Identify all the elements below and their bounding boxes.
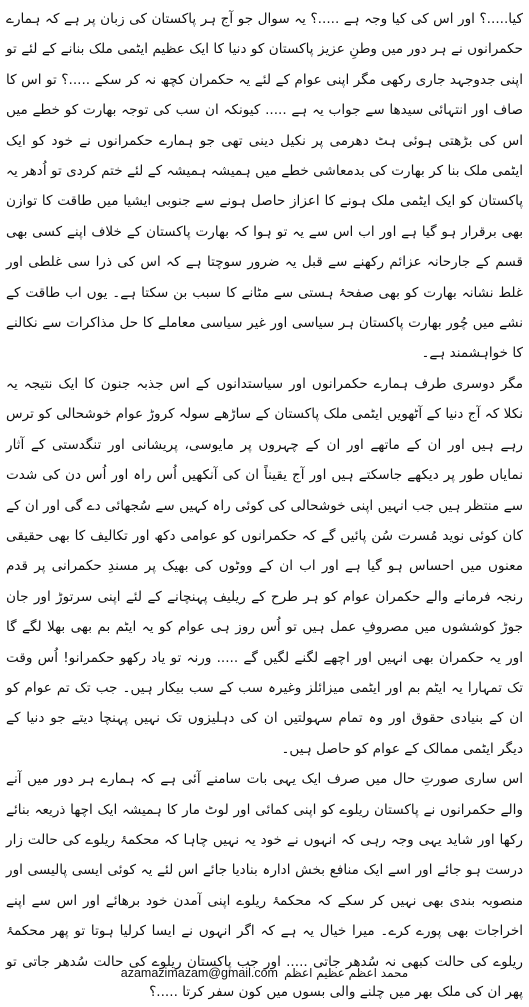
- article-paragraph-1: کیا.....؟ اور اس کی کیا وجہ ہے .....؟ یہ سوال جو آج ہر پاکستان کی زبان پر ہے کہ ہمارے حکمرانوں نے ہر دور میں وطنِ عزیز پاکستان کو دنیا کا ایک عظیم ایٹمی ملک بنانے کے لئے تو اپنی جدوجہد جاری رکھی مگر اپنی عوام کے لئے یہ حکمران کچھ نہ کر سکے .....؟ تو اس کا صاف اور انتہائی سیدھا سے جواب یہ ہے ..... کیونکہ ان سب کی توجہ بھارت کو خطے میں اس کی بڑھتی ہوئی ہٹ دھرمی پر نکیل دینی تھی جو ہمارے حکمرانوں نے خود کو ایک ایٹمی ملک بنا کر بھارت کی بدمعاشی خطے میں ہمیشہ ہمیشہ کے لئے ختم کردی تو اُدھر یہ پاکستان کو ایک ایٹمی ملک ہونے کا اعزاز حاصل ہونے سے جنوبی ایشیا میں طاقت کا توازن بھی برقرار ہو گیا ہے اور اب اس سے یہ تو ہوا کہ بھارت پاکستان کے خلاف اپنے کسی بھی قسم کے جارحانہ عزائم رکھنے سے قبل یہ ضرور سوچتا ہے کہ اس کی ذرا سی غلطی اور غلط نشانہ بھارت کو بھی صفحۂ ہستی سے مٹانے کا سبب بن سکتا ہے۔ یوں اب طاقت کے نشے میں چُور بھارت پاکستان ہر سیاسی اور غیر سیاسی معاملے کا حل مذاکرات سے نکالنے کا خواہشمند ہے۔: [6, 11, 523, 362]
- article-body: [6, 4, 523, 1007]
- article-paragraph-3: اس ساری صورتِ حال میں صرف ایک یہی بات سامنے آئی ہے کہ ہمارے ہر دور میں آنے والے حکمرانوں نے پاکستان ریلوے کو اپنی کمائی اور لوٹ مار کا ہمیشہ ایک اچھا ذریعہ بنائے رکھا اور شاید یہی وجہ رہی کہ انہوں نے خود یہ نہیں چاہا کہ محکمۂ ریلوے کی حالت زار درست ہو جائے اور اسے ایک منافع بخش ادارہ بنادیا جائے اس لئے یہ کوئی ایسی پالیسی اور منصوبہ بندی بھی نہیں کر سکے کہ محکمۂ ریلوے اپنی آمدن خود برھائے اور اس سے اپنے اخراجات بھی پورے کرے۔ میرا خیال یہ ہے کہ اگر انہوں نے ایسا کرلیا ہوتا تو پھر محکمۂ ریلوے کی حالت کبھی نہ سُدھر جاتی ..... اور جب پاکستان ریلوے کی حالت سُدھر جاتی تو پھر ان کی ملک بھر میں چلنے والی بسوں میں کون سفر کرتا .....؟: [6, 771, 523, 1000]
- article-paragraph-2: مگر دوسری طرف ہمارے حکمرانوں اور سیاستدانوں کے اس جذبہ جنون کا ایک نتیجہ یہ نکلا کہ آج دنیا کے آٹھویں ایٹمی ملک پاکستان کے ساڑھے سولہ کروڑ عوام خوشحالی کو ترس رہے ہیں اور ان کے ماتھے اور ان کے چہروں پر مایوسی، پریشانی اور تنگدستی کے آثار نمایاں طور پر دیکھے جاسکتے ہیں اور آج یقیناً ان کی آنکھیں اُس راہ اور اُس دن کی شدت سے منتظر ہیں جب انہیں اپنی خوشحالی کی کوئی راہ کہیں سے سُجھائی دے گی اور ان کے کان کوئی نوید مُسرت سُن پائیں گے کہ حکمرانوں کو عوامی دکھ اور تکالیف کا بھی حقیقی معنوں میں احساس ہو گیا ہے اور اب ان کے ووٹوں کی بھیک پر مسندِ حکمرانی پر قدم رنجہ فرمانے والے حکمران عوام کو ہر طرح کے ریلیف پہنچانے کے لئے اپنی سرتوڑ اور جان جوڑ کوششوں میں مصروفِ عمل ہیں تو اُس روز ہی عوام کو یہ ایٹم بم بھی بھلا لگے گا اور یہ حکمران بھی انہیں اور اچھے لگنے لگیں گے ..... ورنہ تو یاد رکھو حکمرانو! اُس وقت تک تمہارا یہ ایٹم بم اور ایٹمی میزائلز وغیرہ سب کے سب بیکار ہیں۔ جب تک تم عوام کو ان کے بنیادی حقوق اور وہ تمام سہولتیں ان کی دہلیزوں تک نہیں پہنچا دیتے جو دنیا کے دیگر ایٹمی ممالک کے عوام کو حاصل ہیں۔: [6, 375, 523, 757]
- author-email: azamazimazam@gmail.com: [120, 966, 278, 980]
- author-byline: [0, 964, 529, 983]
- author-name: محمد اعظم عظیم اعظم: [284, 966, 409, 980]
